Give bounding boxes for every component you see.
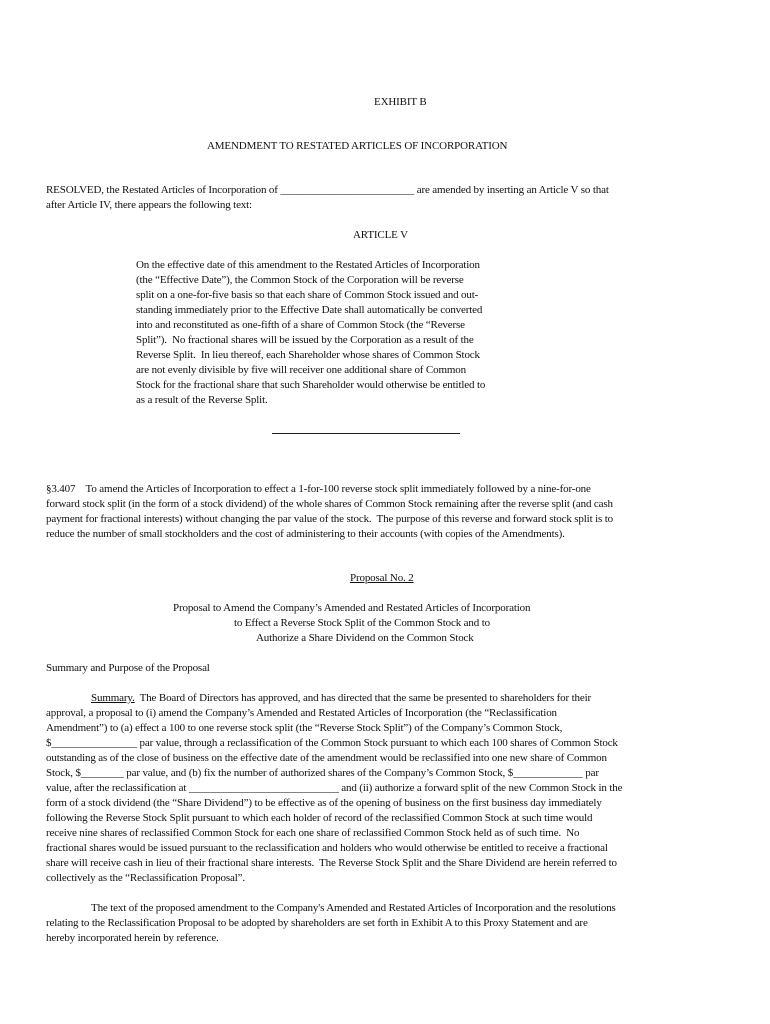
summary-line: collectively as the “Reclassification Proposal”.	[46, 872, 245, 884]
resolved-line: after Article IV, there appears the following text:	[46, 199, 252, 211]
article-line: Stock for the fractional share that such Shareholder would otherwise be entitled to	[136, 379, 486, 391]
article-line: On the effective date of this amendment to the Restated Articles of Incorporation	[136, 259, 480, 271]
article-line: Reverse Split. In lieu thereof, each Shareholder whose shares of Common Stock	[136, 349, 480, 361]
article-line: into and reconstituted as one-fifth of a share of Common Stock (the “Reverse	[136, 319, 465, 331]
text-line: hereby incorporated herein by reference.	[46, 932, 219, 944]
summary-heading: Summary and Purpose of the Proposal	[46, 662, 210, 674]
summary-line: fractional shares would be issued pursuant to the reclassification and holders who would otherwise be entitled to receive a fractional	[46, 842, 608, 854]
proposal-heading: Proposal No. 2	[350, 572, 414, 584]
section-3407-line: §3.407 To amend the Articles of Incorporation to effect a 1-for-100 reverse stock split immediately followed by a nine-for-one	[46, 483, 591, 495]
text-line: The text of the proposed amendment to the Company's Amended and Restated Articles of Incorporation and the resolutions	[91, 902, 616, 914]
resolved-line: RESOLVED, the Restated Articles of Incorporation of _________________________ are amended by inserting an Article V so that	[46, 184, 609, 196]
summary-line: form of a stock dividend (the “Share Dividend”) to be effective as of the opening of business on the first business day immediately	[46, 797, 602, 809]
summary-line: following the Reverse Stock Split pursuant to which each holder of record of the reclassified Common Stock at such time would	[46, 812, 593, 824]
article-line: split on a one-for-five basis so that each share of Common Stock issued and out-	[136, 289, 479, 301]
section-divider	[272, 433, 460, 434]
exhibit-title: AMENDMENT TO RESTATED ARTICLES OF INCORPORATION	[207, 140, 508, 152]
summary-first-text: The Board of Directors has approved, and has directed that the same be presented to shareholders for their	[134, 692, 592, 704]
summary-line: Stock, $________ par value, and (b) fix the number of authorized shares of the Company’s Common Stock, $_____________ par	[46, 767, 599, 779]
article-line: standing immediately prior to the Effective Date shall automatically be converted	[136, 304, 483, 316]
summary-label: Summary.	[91, 692, 135, 704]
article-line: Split”). No fractional shares will be issued by the Corporation as a result of the	[136, 334, 474, 346]
proposal-title-line: Proposal to Amend the Company’s Amended and Restated Articles of Incorporation	[173, 602, 531, 614]
summary-line: share will receive cash in lieu of their fractional share interests. The Reverse Stock Split and the Share Dividend are herein referred to	[46, 857, 617, 869]
summary-line: $________________ par value, through a reclassification of the Common Stock pursuant to which each 100 shares of Common Stock	[46, 737, 618, 749]
article-line: are not evenly divisible by five will receiver one additional share of Common	[136, 364, 466, 376]
article-line: as a result of the Reverse Split.	[136, 394, 268, 406]
summary-line: value, after the reclassification at ____________________________ and (ii) authorize a forward split of the new Common Stock in the	[46, 782, 623, 794]
section-3407-line: reduce the number of small stockholders and the cost of administering to their accounts (with copies of the Amendments).	[46, 528, 565, 540]
proposal-title-line: Authorize a Share Dividend on the Common Stock	[256, 632, 474, 644]
exhibit-heading: EXHIBIT B	[374, 96, 427, 108]
text-line: relating to the Reclassification Proposal to be adopted by shareholders are set forth in Exhibit A to this Proxy Statement and are	[46, 917, 588, 929]
article-line: (the “Effective Date”), the Common Stock of the Corporation will be reverse	[136, 274, 464, 286]
section-3407-line: payment for fractional interests) without changing the par value of the stock. The purpose of this reverse and forward stock split is to	[46, 513, 613, 525]
summary-line: outstanding as of the close of business on the effective date of the amendment would be reclassified into one new share of Common	[46, 752, 607, 764]
article-heading: ARTICLE V	[353, 229, 408, 241]
summary-line: Amendment”) to (a) effect a 100 to one reverse stock split (the “Reverse Stock Split”) of the Company’s Common Stock,	[46, 722, 563, 734]
section-3407-line: forward stock split (in the form of a stock dividend) of the whole shares of Common Stock remaining after the reverse split (and cash	[46, 498, 613, 510]
summary-line: receive nine shares of reclassified Common Stock for each one share of reclassified Common Stock held as of such time. No	[46, 827, 580, 839]
proposal-title-line: to Effect a Reverse Stock Split of the Common Stock and to	[234, 617, 490, 629]
summary-first-line	[91, 691, 591, 706]
summary-line: approval, a proposal to (i) amend the Company’s Amended and Restated Articles of Incorporation (the “Reclassification	[46, 707, 557, 719]
